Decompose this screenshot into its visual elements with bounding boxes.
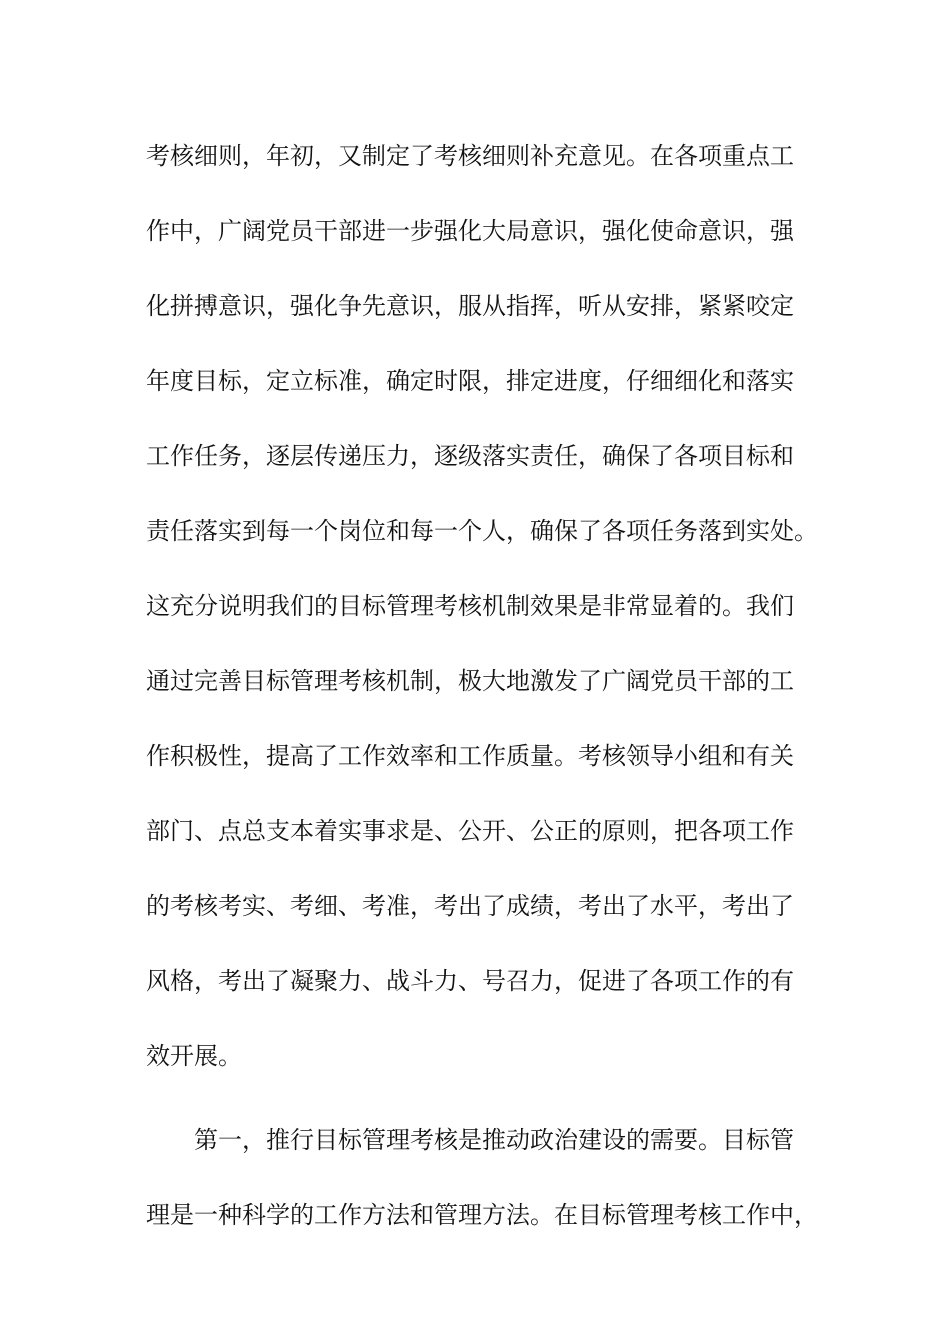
text-line: 工作任务，逐层传递压力，逐级落实责任，确保了各项目标和 xyxy=(146,442,794,470)
document-body xyxy=(146,132,836,1266)
text-line: 责任落实到每一个岗位和每一个人，确保了各项任务落到实处。 xyxy=(146,517,818,545)
text-line: 的考核考实、考细、考准，考出了成绩，考出了水平，考出了 xyxy=(146,892,794,920)
paragraph-1 xyxy=(146,132,836,1116)
paragraph-2 xyxy=(146,1116,836,1266)
text-line: 作中，广阔党员干部进一步强化大局意识，强化使命意识，强 xyxy=(146,217,794,245)
text-line: 第一，推行目标管理考核是推动政治建设的需要。目标管 xyxy=(194,1126,794,1154)
text-line: 考核细则，年初，又制定了考核细则补充意见。在各项重点工 xyxy=(146,142,794,170)
text-line: 作积极性，提高了工作效率和工作质量。考核领导小组和有关 xyxy=(146,742,794,770)
text-line: 这充分说明我们的目标管理考核机制效果是非常显着的。我们 xyxy=(146,592,794,620)
text-line: 理是一种科学的工作方法和管理方法。在目标管理考核工作中， xyxy=(146,1201,818,1229)
text-line: 年度目标，定立标准，确定时限，排定进度，仔细细化和落实 xyxy=(146,367,794,395)
text-line: 化拼搏意识，强化争先意识，服从指挥，听从安排，紧紧咬定 xyxy=(146,292,794,320)
text-line: 通过完善目标管理考核机制，极大地激发了广阔党员干部的工 xyxy=(146,667,794,695)
text-line: 效开展。 xyxy=(146,1042,242,1070)
text-line: 风格，考出了凝聚力、战斗力、号召力，促进了各项工作的有 xyxy=(146,967,794,995)
text-line: 部门、点总支本着实事求是、公开、公正的原则，把各项工作 xyxy=(146,817,794,845)
